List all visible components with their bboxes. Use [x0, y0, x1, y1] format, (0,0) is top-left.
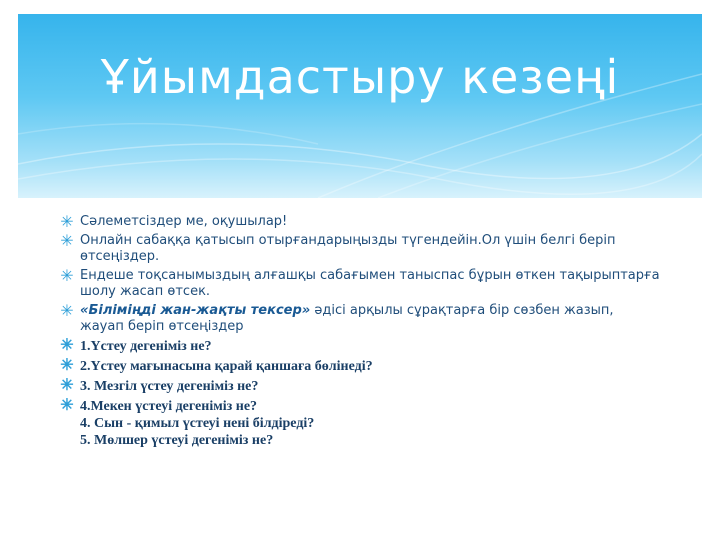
asterisk-icon: ✳ [60, 377, 74, 394]
list-item-text: Сәлеметсіздер ме, оқушылар! [80, 214, 288, 229]
question-text: 4.Мекен үстеуі дегеніміз не? [80, 399, 258, 414]
asterisk-icon: ✳ [60, 397, 74, 414]
list-item-text: әдісі арқылы сұрақтарға бір сөзбен жазып, жауап беріп өтсеңіздер [80, 303, 614, 334]
asterisk-icon: ✳ [60, 212, 74, 231]
question-item [60, 338, 660, 355]
question-text: 5. Мөлшер үстеуі дегеніміз не? [80, 433, 274, 448]
method-name: «Біліміңді жан-жақты тексер» [80, 303, 311, 318]
asterisk-icon: ✳ [60, 337, 74, 354]
title-banner [18, 14, 702, 198]
asterisk-icon: ✳ [60, 301, 74, 320]
question-text: 4. Сын - қимыл үстеуі нені білдіреді? [80, 416, 315, 431]
question-text: 1.Үстеу дегеніміз не? [80, 339, 212, 354]
question-item [60, 358, 660, 375]
list-item [60, 214, 660, 230]
question-text: 2.Үстеу мағынасына қарай қаншаға бөлінеді? [80, 359, 373, 374]
asterisk-icon: ✳ [60, 266, 74, 285]
slide-title: Ұйымдастыру кезеңі [100, 50, 620, 104]
question-text: 3. Мезгіл үстеу дегеніміз не? [80, 379, 259, 394]
question-item [60, 378, 660, 395]
decorative-waves [18, 14, 702, 198]
question-item [60, 398, 660, 449]
list-item-text: Онлайн сабаққа қатысып отырғандарыңызды түгендейін.Ол үшін белгі беріп өтсеңіздер. [80, 233, 616, 264]
bullet-list [60, 214, 660, 452]
list-item [60, 233, 660, 265]
asterisk-icon: ✳ [60, 357, 74, 374]
asterisk-icon: ✳ [60, 231, 74, 250]
list-item-text: Ендеше тоқсанымыздың алғашқы сабағымен таныспас бұрын өткен тақырыптарға шолу жасап өтсек. [80, 268, 660, 299]
list-item [60, 303, 660, 335]
list-item [60, 268, 660, 300]
